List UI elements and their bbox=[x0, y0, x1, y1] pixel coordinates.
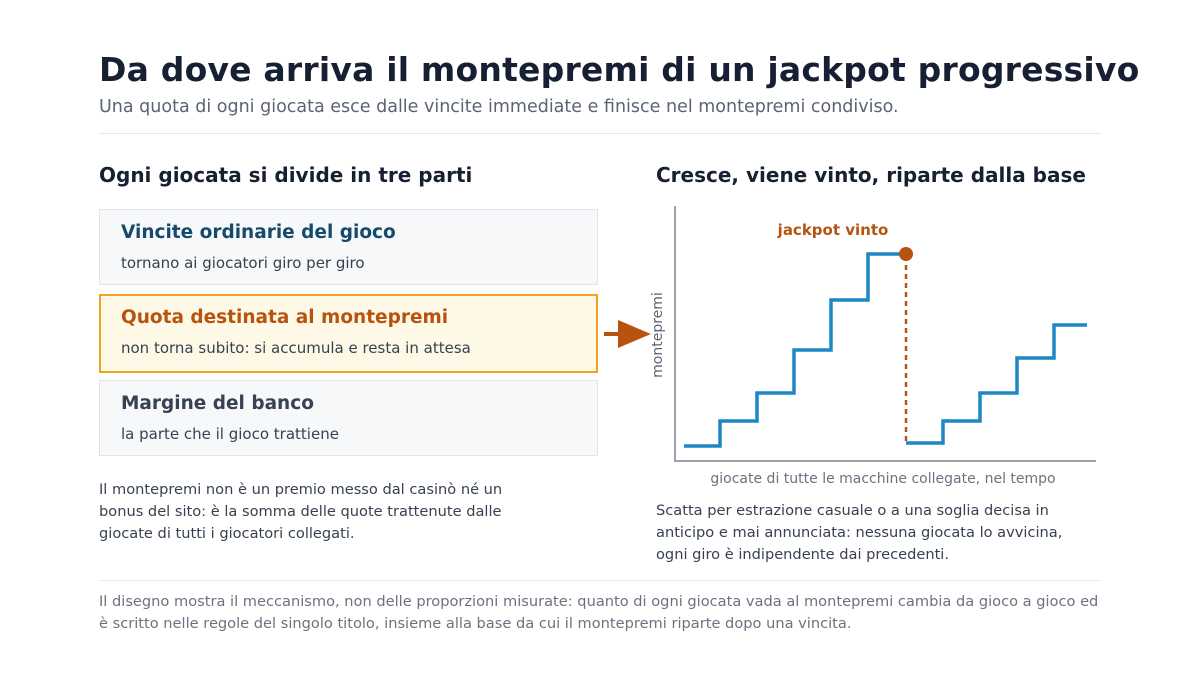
part-title: Quota destinata al montepremi bbox=[121, 307, 449, 328]
right-heading: Cresce, viene vinto, riparte dalla base bbox=[656, 163, 1086, 187]
jackpot-regrowth-line bbox=[906, 325, 1087, 443]
footer-note: Il disegno mostra il meccanismo, non delle proporzioni misurate: quanto di ogni giocata vada al montepremi cambia da gioco a gioco ed è scritto nelle regole del singolo titolo, insieme alla base da cui il montepremi riparte dopo una vincita. bbox=[99, 593, 1099, 632]
page-title: Da dove arriva il montepremi di un jackpot progressivo bbox=[99, 50, 1140, 89]
jackpot-win-marker bbox=[899, 247, 913, 261]
left-note: Il montepremi non è un premio messo dal casinò né un bonus del sito: è la somma delle quote trattenute dalle giocate di tutti i giocatori collegati. bbox=[99, 481, 503, 542]
part-description: la parte che il gioco trattiene bbox=[121, 425, 339, 443]
jackpot-growth-line bbox=[684, 254, 906, 446]
x-axis-label: giocate di tutte le macchine collegate, nel tempo bbox=[710, 471, 1056, 487]
left-heading: Ogni giocata si divide in tre parti bbox=[99, 163, 473, 187]
page-subtitle: Una quota di ogni giocata esce dalle vincite immediate e finisce nel montepremi condiviso. bbox=[99, 97, 899, 117]
y-axis-label: montepremi bbox=[650, 292, 666, 378]
bottom-divider bbox=[99, 580, 1101, 581]
right-note: Scatta per estrazione casuale o a una soglia decisa in anticipo e mai annunciata: nessuna giocata lo avvicina, ogni giro è indipendente dai precedenti. bbox=[656, 502, 1063, 563]
part-description: non torna subito: si accumula e resta in attesa bbox=[121, 339, 471, 357]
part-description: tornano ai giocatori giro per giro bbox=[121, 254, 365, 272]
part-title: Margine del banco bbox=[121, 393, 314, 414]
arrow-icon bbox=[604, 320, 651, 348]
part-title: Vincite ordinarie del gioco bbox=[121, 222, 396, 243]
jackpot-win-label: jackpot vinto bbox=[777, 221, 889, 239]
